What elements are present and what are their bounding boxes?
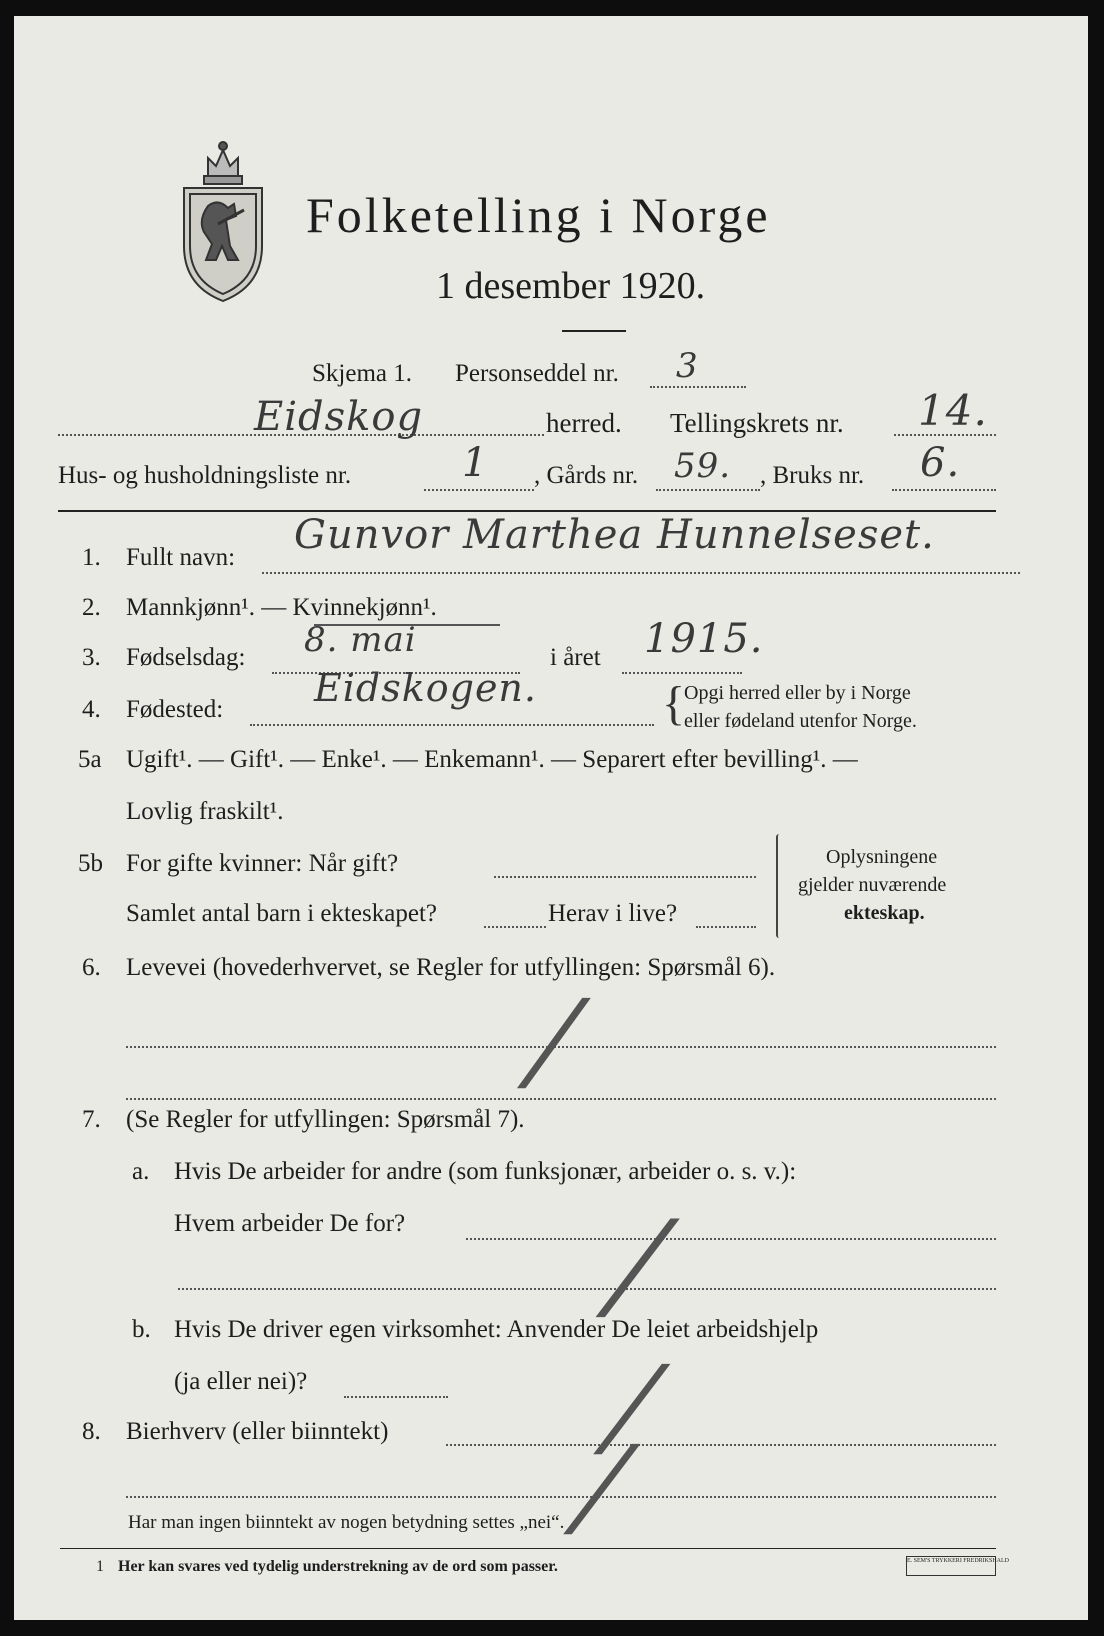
married-when-field[interactable] [494,876,756,878]
employer-field-1[interactable] [466,1238,996,1240]
q6-number: 6. [82,954,101,981]
employer-label: Hvem arbeider De for? [174,1210,406,1237]
q5b-number: 5b [78,850,103,877]
tellingskrets-label: Tellingskrets nr. [670,408,844,438]
side-income-label: Bierhverv (eller biinntekt) [126,1418,389,1445]
q7-number: 7. [82,1106,101,1133]
gards-label: , Gårds nr. [534,462,639,489]
footnote-text: Her kan svares ved tydelig understrekning av de ord som passer. [118,1558,558,1575]
q1-label: Fullt navn: [126,544,236,571]
printer-mark: E. SEM'S TRYKKERI FREDRIKSHALD [906,1556,996,1576]
gards-value: 59. [674,446,732,486]
q8-number: 8. [82,1418,101,1445]
occupation-value: / [522,976,588,1104]
birthplace-note-line1: Opgi herred eller by i Norge [684,682,911,704]
side-income-field-1[interactable] [446,1444,996,1446]
side-income-field-2[interactable] [126,1496,996,1498]
marriage-note-line3: ekteskap. [844,902,925,924]
q2-number: 2. [82,594,101,621]
herred-label: herred. [546,408,622,438]
marital-status-divorced[interactable]: Lovlig fraskilt¹. [126,798,284,825]
census-date: 1 desember 1920. [436,265,706,307]
q4-number: 4. [82,696,101,723]
full-name-value: Gunvor Marthea Hunnelseset. [294,512,935,558]
birth-year-label: i året [550,644,601,671]
married-when-label: For gifte kvinner: Når gift? [126,850,399,877]
husholdningsliste-label: Hus- og husholdningsliste nr. [58,462,352,489]
bruks-field[interactable] [892,489,996,491]
footnote-mark: 1 [96,1558,104,1575]
q7a-question: Hvis De arbeider for andre (som funksjonær, arbeider o. s. v.): [174,1158,797,1185]
q7-label: (Se Regler for utfyllingen: Spørsmål 7). [126,1106,525,1133]
census-form [14,16,1088,1620]
birthplace-note-brace: { [662,677,686,730]
birthplace-field[interactable] [250,724,654,726]
marital-status-options[interactable]: Ugift¹. — Gift¹. — Enke¹. — Enkemann¹. — Separert efter bevilling¹. — [126,746,858,773]
personseddel-field[interactable] [650,386,746,388]
birth-year-field[interactable] [622,672,742,674]
tellingskrets-value: 14. [918,386,988,435]
no-income-note: Har man ingen biinntekt av nogen betydning settes „nei“. [128,1512,565,1533]
q3-label: Fødselsdag: [126,644,246,671]
employer-value: / [600,1196,677,1335]
gender-options[interactable]: Mannkjønn¹. — Kvinnekjønn¹. [126,594,437,621]
birth-year-value: 1915. [644,616,764,662]
q1-number: 1. [82,544,101,571]
bruks-label: , Bruks nr. [760,462,865,489]
q3-number: 3. [82,644,101,671]
q7a-number: a. [132,1158,150,1185]
q4-label: Fødested: [126,696,224,723]
coat-of-arms-icon [178,136,268,306]
birthplace-value: Eidskogen. [314,666,537,710]
footnote-divider [60,1548,996,1549]
children-alive-label: Herav i live? [548,900,678,927]
bruks-value: 6. [920,440,961,486]
marriage-note-bracket [776,834,782,938]
birthdate-value: 8. mai [304,620,417,660]
marriage-note-line1: Oplysningene [826,846,938,868]
full-name-field[interactable] [262,572,1020,574]
birthplace-note-line2: eller fødeland utenfor Norge. [684,710,917,732]
personseddel-value: 3 [676,346,699,386]
children-alive-field[interactable] [696,926,756,928]
form-title: Folketelling i Norge [306,187,771,243]
q5a-number: 5a [78,746,102,773]
hired-help-value: / [598,1342,669,1470]
personseddel-label: Personseddel nr. [455,360,619,387]
children-total-label: Samlet antal barn i ekteskapet? [126,900,437,927]
title-divider [562,330,626,332]
employer-field-2[interactable] [178,1288,996,1290]
hired-help-field[interactable] [344,1396,448,1398]
q7b-question: Hvis De driver egen virksomhet: Anvender De leiet arbeidshjelp [174,1316,819,1343]
husholdningsliste-value: 1 [462,440,489,486]
occupation-label: Levevei (hovederhvervet, se Regler for utfyllingen: Spørsmål 6). [126,954,776,981]
herred-value: Eidskog [254,394,424,440]
schema-label: Skjema 1. [312,360,412,387]
marriage-note-line2: gjelder nuværende [798,874,947,896]
gards-field[interactable] [656,489,760,491]
hired-help-label: (ja eller nei)? [174,1368,308,1395]
q7b-number: b. [132,1316,151,1343]
husholdningsliste-field[interactable] [424,489,534,491]
children-total-field[interactable] [484,926,546,928]
side-income-value: / [568,1422,639,1550]
